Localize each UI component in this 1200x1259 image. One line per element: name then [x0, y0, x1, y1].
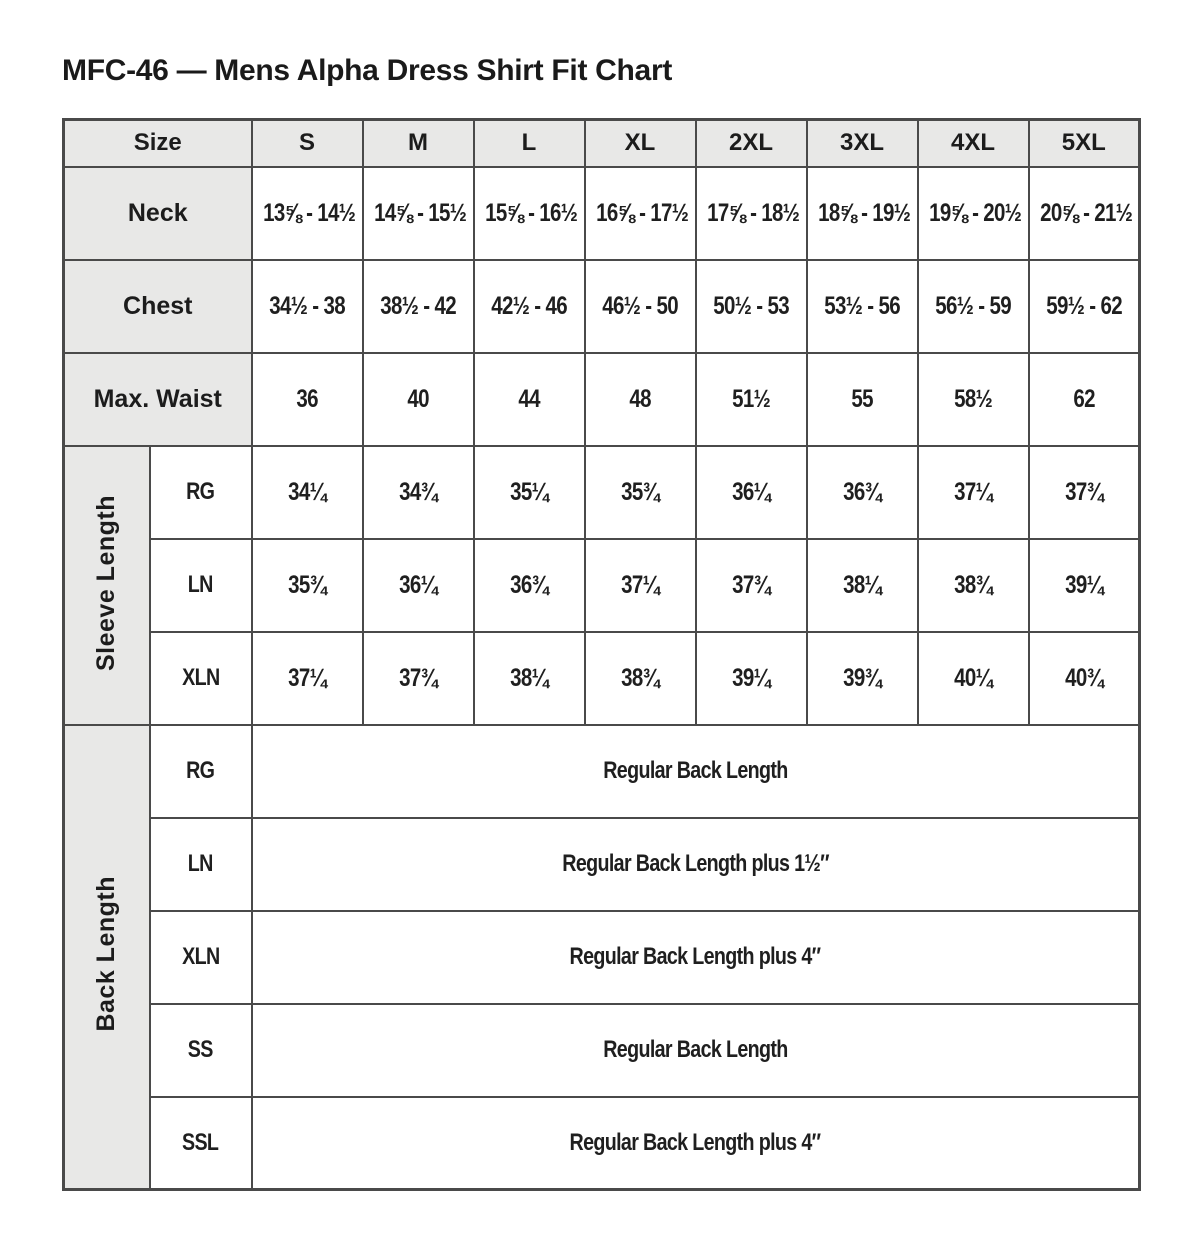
table-cell: 37¾	[1029, 446, 1140, 539]
fit-chart-table	[62, 118, 1141, 1191]
row-back-ss	[64, 1004, 1140, 1097]
table-cell: 38½ - 42	[363, 260, 474, 353]
table-cell: 38¾	[585, 632, 696, 725]
table-cell: 56½ - 59	[918, 260, 1029, 353]
table-cell: 58½	[918, 353, 1029, 446]
table-cell: 15⅝ - 16½	[474, 167, 585, 260]
row-chest	[64, 260, 1140, 353]
row-sleeve-rg	[64, 446, 1140, 539]
row-back-ln	[64, 818, 1140, 911]
table-cell: 34½ - 38	[252, 260, 363, 353]
back-length-note: Regular Back Length plus 1½″	[252, 818, 1140, 911]
table-cell: 51½	[696, 353, 807, 446]
sub-label-back-rg: RG	[150, 725, 252, 818]
table-cell: 17⅝ - 18½	[696, 167, 807, 260]
header-col-xl: XL	[585, 120, 696, 167]
table-cell: 37¾	[696, 539, 807, 632]
row-sleeve-ln	[64, 539, 1140, 632]
table-cell: 37¾	[363, 632, 474, 725]
table-cell: 13⅝ - 14½	[252, 167, 363, 260]
table-cell: 62	[1029, 353, 1140, 446]
table-cell: 18⅝ - 19½	[807, 167, 918, 260]
table-cell: 37¼	[585, 539, 696, 632]
table-header-row	[64, 120, 1140, 167]
table-cell: 19⅝ - 20½	[918, 167, 1029, 260]
table-cell: 36¼	[363, 539, 474, 632]
sub-label-back-ssl: SSL	[150, 1097, 252, 1190]
table-cell: 50½ - 53	[696, 260, 807, 353]
row-label-max-waist: Max. Waist	[64, 353, 252, 446]
row-sleeve-xln	[64, 632, 1140, 725]
sub-label-back-ln: LN	[150, 818, 252, 911]
row-label-chest: Chest	[64, 260, 252, 353]
table-cell: 55	[807, 353, 918, 446]
header-col-5xl: 5XL	[1029, 120, 1140, 167]
section-label-sleeve-length: Sleeve Length	[64, 446, 150, 725]
table-cell: 53½ - 56	[807, 260, 918, 353]
header-size: Size	[64, 120, 252, 167]
table-cell: 59½ - 62	[1029, 260, 1140, 353]
section-label-back-length: Back Length	[64, 725, 150, 1190]
table-cell: 36¼	[696, 446, 807, 539]
table-cell: 39¼	[1029, 539, 1140, 632]
row-back-ssl	[64, 1097, 1140, 1190]
back-length-note: Regular Back Length plus 4″	[252, 911, 1140, 1004]
row-label-neck: Neck	[64, 167, 252, 260]
table-cell: 20⅝ - 21½	[1029, 167, 1140, 260]
row-back-rg	[64, 725, 1140, 818]
table-cell: 16⅝ - 17½	[585, 167, 696, 260]
table-cell: 36¾	[807, 446, 918, 539]
back-length-note: Regular Back Length	[252, 1004, 1140, 1097]
table-cell: 38¼	[807, 539, 918, 632]
sub-label-sleeve-ln: LN	[150, 539, 252, 632]
table-cell: 36	[252, 353, 363, 446]
table-cell: 39¼	[696, 632, 807, 725]
table-cell: 37¼	[918, 446, 1029, 539]
sub-label-back-ss: SS	[150, 1004, 252, 1097]
table-cell: 40¼	[918, 632, 1029, 725]
table-cell: 42½ - 46	[474, 260, 585, 353]
table-cell: 46½ - 50	[585, 260, 696, 353]
table-cell: 34¼	[252, 446, 363, 539]
header-col-s: S	[252, 120, 363, 167]
row-back-xln	[64, 911, 1140, 1004]
table-cell: 37¼	[252, 632, 363, 725]
header-col-m: M	[363, 120, 474, 167]
table-cell: 39¾	[807, 632, 918, 725]
table-cell: 40¾	[1029, 632, 1140, 725]
table-cell: 40	[363, 353, 474, 446]
header-col-2xl: 2XL	[696, 120, 807, 167]
table-cell: 35¼	[474, 446, 585, 539]
header-col-3xl: 3XL	[807, 120, 918, 167]
back-length-note: Regular Back Length	[252, 725, 1140, 818]
sub-label-sleeve-rg: RG	[150, 446, 252, 539]
page-title: MFC-46 — Mens Alpha Dress Shirt Fit Chart	[62, 54, 673, 87]
row-max-waist	[64, 353, 1140, 446]
table-cell: 48	[585, 353, 696, 446]
header-col-l: L	[474, 120, 585, 167]
table-cell: 35¾	[252, 539, 363, 632]
table-cell: 34¾	[363, 446, 474, 539]
table-cell: 38¾	[918, 539, 1029, 632]
table-cell: 44	[474, 353, 585, 446]
table-cell: 36¾	[474, 539, 585, 632]
back-length-note: Regular Back Length plus 4″	[252, 1097, 1140, 1190]
table-cell: 14⅝ - 15½	[363, 167, 474, 260]
header-col-4xl: 4XL	[918, 120, 1029, 167]
sub-label-sleeve-xln: XLN	[150, 632, 252, 725]
table-cell: 35¾	[585, 446, 696, 539]
row-neck	[64, 167, 1140, 260]
table-cell: 38¼	[474, 632, 585, 725]
sub-label-back-xln: XLN	[150, 911, 252, 1004]
